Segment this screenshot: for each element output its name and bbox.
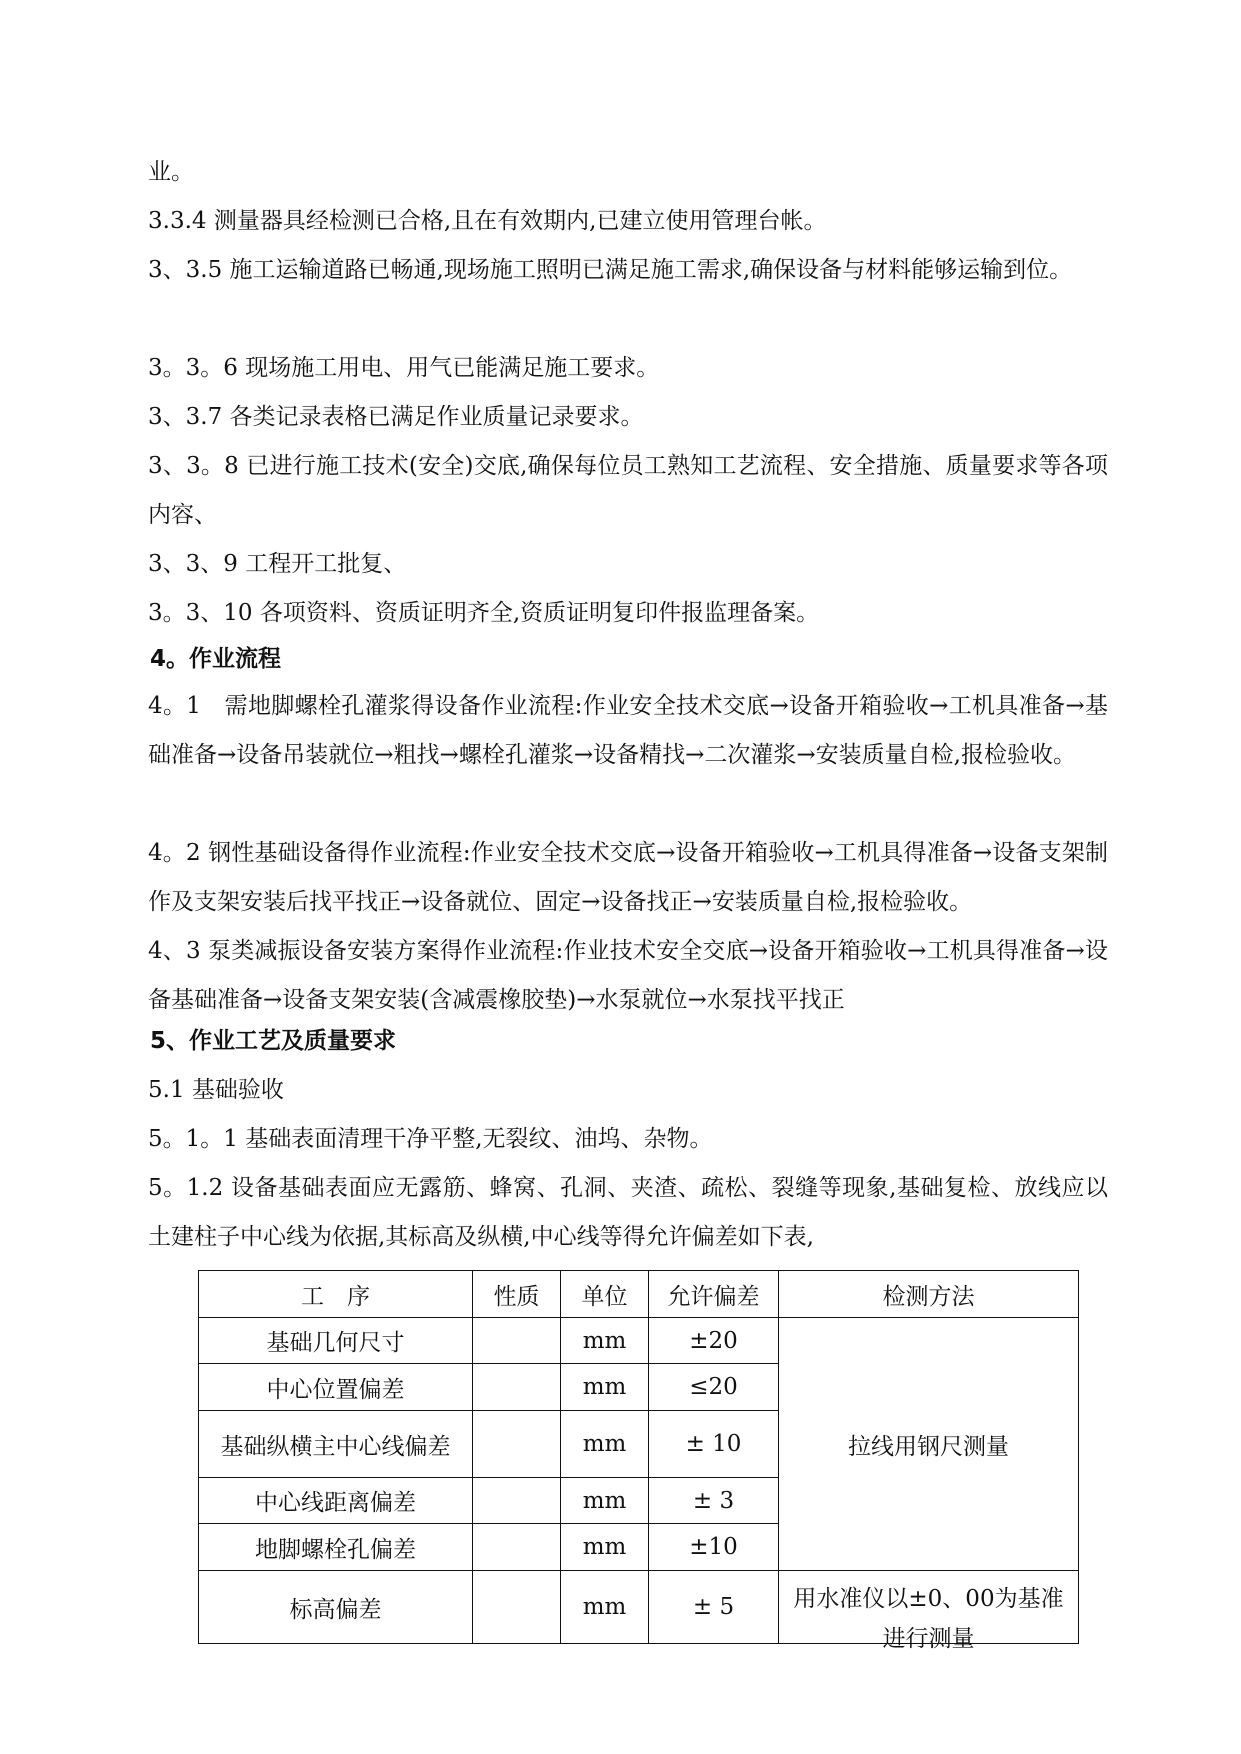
paragraph: 3、3.5 施工运输道路已畅通,现场施工照明已满足施工需求,确保设备与材料能够运输到位。 <box>148 257 1073 283</box>
cell-process: 标高偏差 <box>199 1571 473 1644</box>
cell-method <box>779 1571 1079 1652</box>
section-heading: 5、作业工艺及质量要求 <box>150 1028 397 1054</box>
header-method: 检测方法 <box>779 1271 1079 1318</box>
cell-tolerance: ± 5 <box>649 1571 779 1644</box>
cell-tolerance: ± 3 <box>649 1478 779 1524</box>
cell-method-text: 用水准仪以±0、00为基准进行测量 <box>793 1586 1064 1652</box>
paragraph: 3。3、10 各项资料、资质证明齐全,资质证明复印件报监理备案。 <box>148 600 820 626</box>
cell-nature <box>473 1478 561 1524</box>
cell-unit: mm <box>561 1318 649 1364</box>
table-row <box>199 1318 1079 1364</box>
cell-tolerance: ±10 <box>649 1524 779 1571</box>
cell-tolerance: ±20 <box>649 1318 779 1364</box>
cell-nature <box>473 1524 561 1571</box>
cell-nature <box>473 1411 561 1478</box>
paragraph: 5。1.2 设备基础表面应无露筋、蜂窝、孔洞、夹渣、疏松、裂缝等现象,基础复检、放线应以土建柱子中心线为依据,其标高及纵横,中心线等得允许偏差如下表, <box>148 1175 1108 1250</box>
header-unit: 单位 <box>561 1271 649 1318</box>
paragraph: 4。1 需地脚螺栓孔灌浆得设备作业流程:作业安全技术交底→设备开箱验收→工机具准备→基础准备→设备吊装就位→粗找→螺栓孔灌浆→设备精找→二次灌浆→安装质量自检,报检验收。 <box>148 693 1108 768</box>
paragraph: 3、3.7 各类记录表格已满足作业质量记录要求。 <box>148 404 644 430</box>
cell-method: 拉线用钢尺测量 <box>779 1318 1079 1571</box>
cell-nature <box>473 1364 561 1411</box>
cell-process: 地脚螺栓孔偏差 <box>199 1524 473 1571</box>
header-nature: 性质 <box>473 1271 561 1318</box>
cell-process: 基础几何尺寸 <box>199 1318 473 1364</box>
cell-process: 基础纵横主中心线偏差 <box>199 1411 473 1478</box>
table-row <box>199 1571 1079 1644</box>
cell-unit: mm <box>561 1364 649 1411</box>
cell-process: 中心线距离偏差 <box>199 1478 473 1524</box>
cell-unit: mm <box>561 1478 649 1524</box>
paragraph: 3、3。8 已进行施工技术(安全)交底,确保每位员工熟知工艺流程、安全措施、质量要求等各项内容、 <box>148 453 1108 528</box>
header-process: 工 序 <box>199 1271 473 1318</box>
cell-unit: mm <box>561 1411 649 1478</box>
paragraph: 5。1。1 基础表面清理干净平整,无裂纹、油坞、杂物。 <box>148 1126 713 1152</box>
table-header-row <box>199 1271 1079 1318</box>
paragraph: 业。 <box>148 159 194 185</box>
paragraph: 3.3.4 测量器具经检测已合格,且在有效期内,已建立使用管理台帐。 <box>148 208 827 234</box>
paragraph: 5.1 基础验收 <box>148 1077 284 1103</box>
header-tolerance: 允许偏差 <box>649 1271 779 1318</box>
paragraph: 4、3 泵类减振设备安装方案得作业流程:作业技术安全交底→设备开箱验收→工机具得准备→设备基础准备→设备支架安装(含减震橡胶垫)→水泵就位→水泵找平找正 <box>148 938 1108 1013</box>
section-heading: 4。作业流程 <box>150 646 282 672</box>
tolerance-table <box>198 1270 1079 1652</box>
cell-tolerance: ≤20 <box>649 1364 779 1411</box>
cell-nature <box>473 1571 561 1644</box>
paragraph: 4。2 钢性基础设备得作业流程:作业安全技术交底→设备开箱验收→工机具得准备→设备支架制作及支架安装后找平找正→设备就位、固定→设备找正→安装质量自检,报检验收。 <box>148 840 1108 915</box>
cell-nature <box>473 1318 561 1364</box>
cell-unit: mm <box>561 1571 649 1644</box>
cell-process: 中心位置偏差 <box>199 1364 473 1411</box>
paragraph: 3、3、9 工程开工批复、 <box>148 551 407 577</box>
cell-tolerance: ± 10 <box>649 1411 779 1478</box>
paragraph: 3。3。6 现场施工用电、用气已能满足施工要求。 <box>148 355 660 381</box>
cell-unit: mm <box>561 1524 649 1571</box>
